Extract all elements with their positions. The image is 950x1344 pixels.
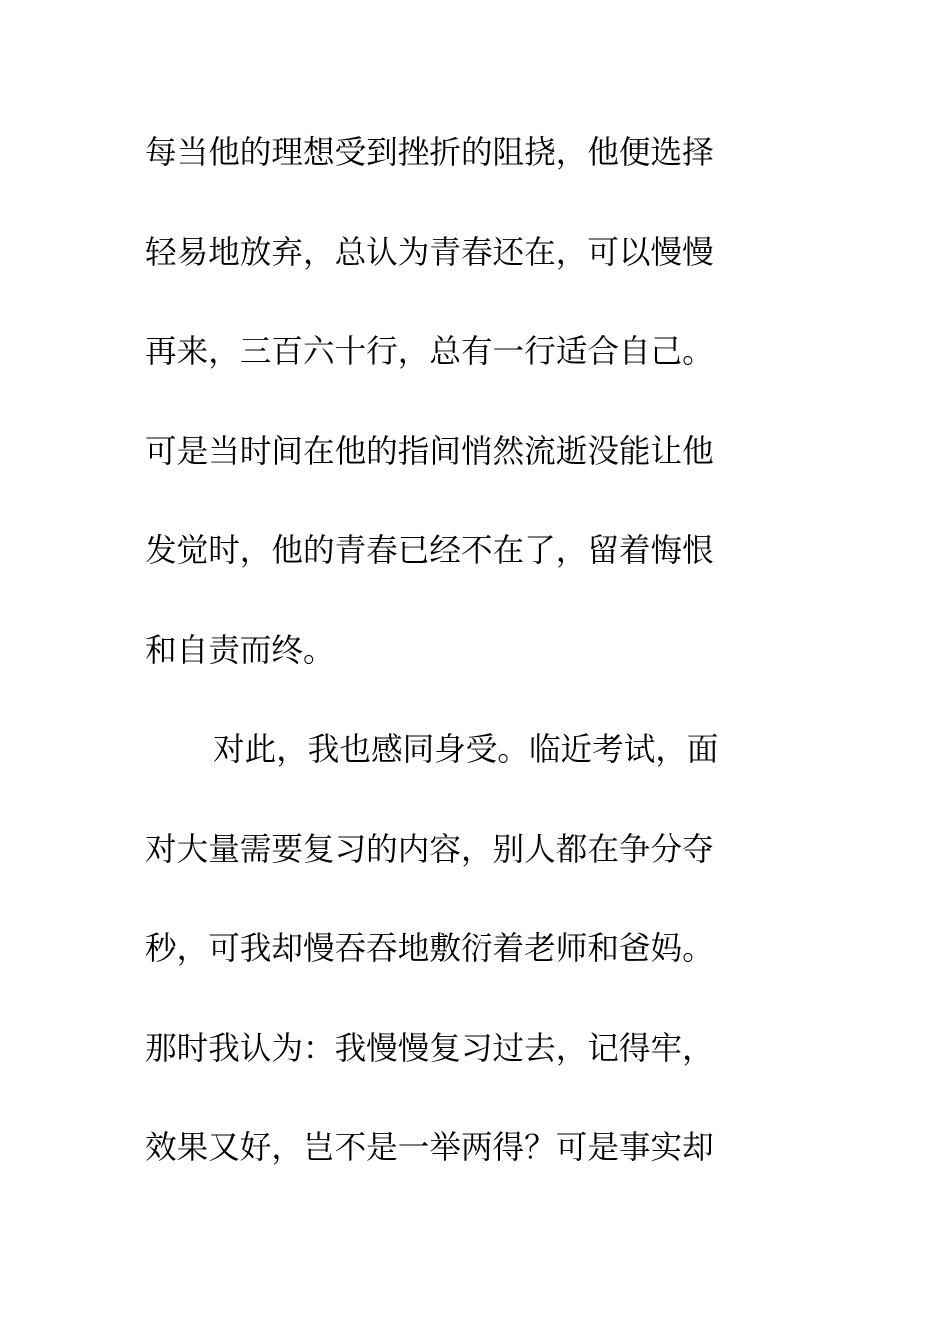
body-text [145,122,785,1217]
text-line: 再来，三百六十行，总有一行适合自己。 [145,334,714,370]
text-line: 可是当时间在他的指间悄然流逝没能让他 [145,433,714,470]
text-line: 那时我认为：我慢慢复习过去，记得牢， [145,1030,714,1067]
text-line: 每当他的理想受到挫折的阻挠，他便选择 [145,135,714,171]
text-line: 对大量需要复习的内容，别人都在争分夺 [145,831,714,868]
text-line: 发觉时，他的青春已经不在了，留着悔恨 [145,533,714,569]
paragraph-first-line: 对此，我也感同身受。临近考试，面 [213,732,719,768]
text-line: 秒，可我却慢吞吞地敷衍着老师和爸妈。 [145,931,714,967]
text-line: 效果又好，岂不是一举两得？可是事实却 [145,1130,714,1166]
text-line: 和自责而终。 [145,632,335,669]
text-line: 轻易地放弃，总认为青春还在，可以慢慢 [145,234,714,271]
